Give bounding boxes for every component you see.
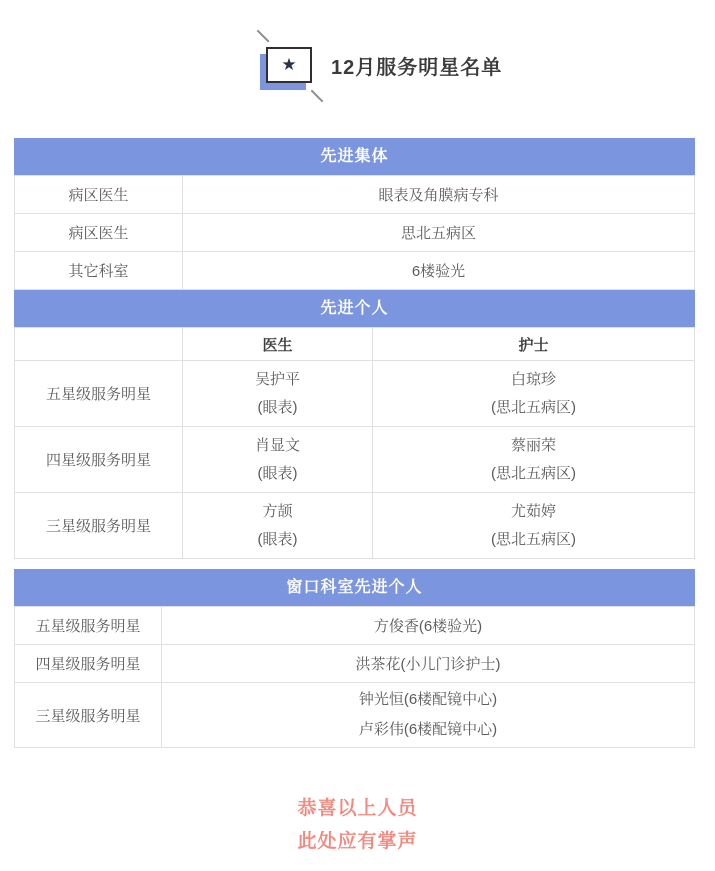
person-name: 蔡丽荣 bbox=[510, 436, 556, 454]
section-header-individual: 先进个人 bbox=[14, 290, 695, 327]
footer-congrats bbox=[0, 792, 715, 858]
nurse-cell bbox=[373, 493, 695, 559]
star-icon: ★ bbox=[281, 54, 297, 74]
column-header-nurse: 护士 bbox=[373, 328, 695, 361]
table-row bbox=[15, 252, 695, 290]
person-dept: (思北五病区) bbox=[491, 398, 576, 416]
nurse-cell bbox=[373, 427, 695, 493]
table-row bbox=[15, 214, 695, 252]
nurse-cell bbox=[373, 361, 695, 427]
row-label: 三星级服务明星 bbox=[15, 493, 183, 559]
person-dept: (思北五病区) bbox=[491, 464, 576, 482]
table-row bbox=[15, 607, 695, 645]
doctor-cell bbox=[183, 493, 373, 559]
star-badge-box bbox=[266, 47, 312, 83]
row-value: 洪茶花(小儿门诊护士) bbox=[162, 645, 695, 683]
table-row bbox=[15, 361, 695, 427]
collective-table bbox=[14, 175, 695, 290]
row-label: 五星级服务明星 bbox=[15, 607, 162, 645]
table-row bbox=[15, 493, 695, 559]
empty-corner-cell bbox=[15, 328, 183, 361]
page-title: 12月服务明星名单 bbox=[331, 56, 503, 79]
slash-decoration-top-icon bbox=[257, 30, 270, 43]
row-label: 病区医生 bbox=[15, 176, 183, 214]
row-label: 三星级服务明星 bbox=[15, 683, 162, 748]
table-row bbox=[15, 645, 695, 683]
doctor-cell bbox=[183, 361, 373, 427]
table-row bbox=[15, 683, 695, 748]
doctor-cell bbox=[183, 427, 373, 493]
section-header-collective: 先进集体 bbox=[14, 138, 695, 175]
slash-decoration-bottom-icon bbox=[311, 90, 324, 103]
column-header-doctor: 医生 bbox=[183, 328, 373, 361]
congrats-line-2: 此处应有掌声 bbox=[297, 831, 418, 852]
star-badge bbox=[266, 47, 312, 83]
title-block bbox=[0, 0, 715, 98]
person-line: 卢彩伟(6楼配镜中心) bbox=[358, 721, 498, 738]
individual-table bbox=[14, 327, 695, 559]
row-value: 眼表及角膜病专科 bbox=[183, 176, 695, 214]
table-row bbox=[15, 427, 695, 493]
person-dept: (眼表) bbox=[257, 530, 298, 548]
row-label: 四星级服务明星 bbox=[15, 645, 162, 683]
person-line: 钟光恒(6楼配镜中心) bbox=[358, 691, 498, 708]
row-label: 其它科室 bbox=[15, 252, 183, 290]
person-dept: (思北五病区) bbox=[491, 530, 576, 548]
row-value: 思北五病区 bbox=[183, 214, 695, 252]
row-label: 病区医生 bbox=[15, 214, 183, 252]
person-dept: (眼表) bbox=[257, 464, 298, 482]
person-name: 肖显文 bbox=[254, 436, 300, 454]
row-label: 四星级服务明星 bbox=[15, 427, 183, 493]
congrats-line-1: 恭喜以上人员 bbox=[297, 798, 418, 819]
row-label: 五星级服务明星 bbox=[15, 361, 183, 427]
table-row bbox=[15, 176, 695, 214]
person-name: 尤茹婷 bbox=[510, 502, 556, 520]
tables-area bbox=[14, 138, 695, 748]
row-value bbox=[162, 683, 695, 748]
row-value: 6楼验光 bbox=[183, 252, 695, 290]
row-value: 方俊香(6楼验光) bbox=[162, 607, 695, 645]
window-table bbox=[14, 606, 695, 748]
column-header-row bbox=[15, 328, 695, 361]
section-header-window: 窗口科室先进个人 bbox=[14, 569, 695, 606]
section-gap bbox=[14, 559, 695, 569]
person-name: 白琼珍 bbox=[510, 370, 556, 388]
person-name: 方颉 bbox=[262, 502, 293, 520]
person-dept: (眼表) bbox=[257, 398, 298, 416]
person-name: 吴护平 bbox=[254, 370, 300, 388]
